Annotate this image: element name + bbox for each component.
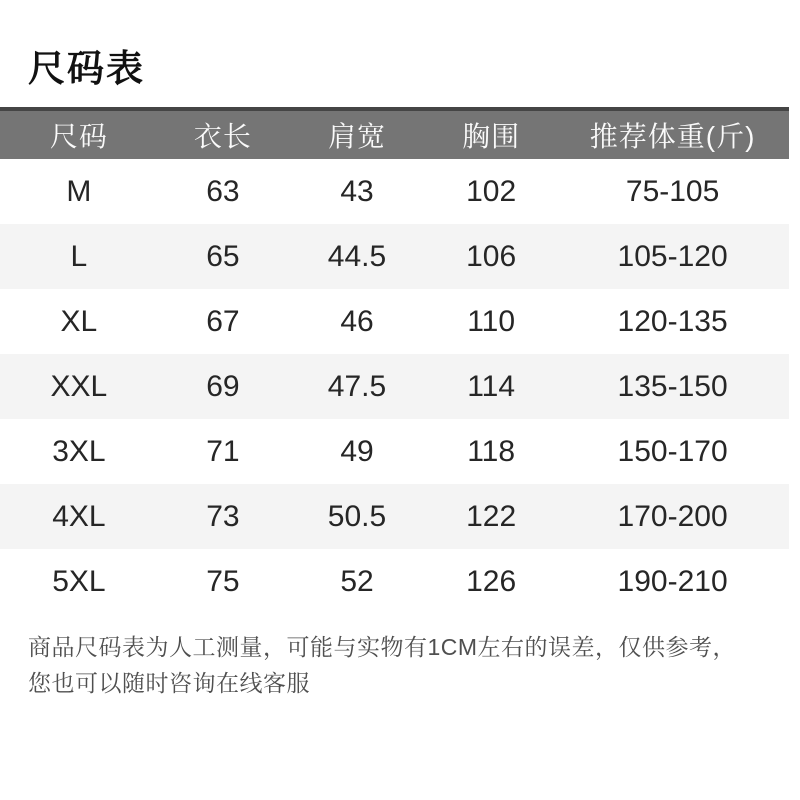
column-header-size: 尺码 [49,121,108,152]
header-row [0,109,789,159]
column-header-length: 衣长 [193,121,252,152]
cell-length: 65 [206,239,240,273]
cell-size: M [66,174,92,208]
page-title: 尺码表 [28,48,145,89]
cell-size: L [70,239,88,273]
measurement-note: 商品尺码表为人工测量，可能与实物有1CM左右的误差，仅供参考，您也可以随时咨询在线客服 [28,634,737,696]
cell-shoulder: 50.5 [327,499,387,533]
cell-chest: 114 [467,369,516,403]
cell-shoulder: 44.5 [327,239,387,273]
size-table-body [0,159,789,614]
column-header-chest: 胸围 [462,121,521,152]
table-row [0,354,789,419]
table-row [0,159,789,224]
cell-shoulder: 43 [340,174,374,208]
cell-chest: 118 [467,434,516,468]
table-row [0,484,789,549]
cell-weight: 105-120 [617,239,728,273]
cell-length: 75 [206,564,240,598]
cell-size: XL [60,304,98,338]
column-header-shoulder: 肩宽 [327,121,386,152]
table-row [0,289,789,354]
cell-chest: 110 [467,304,516,338]
size-table [0,107,789,614]
cell-length: 73 [206,499,240,533]
size-table-header [0,109,789,159]
cell-shoulder: 46 [340,304,374,338]
table-row [0,419,789,484]
cell-chest: 122 [466,499,517,533]
cell-length: 71 [206,434,240,468]
cell-length: 63 [206,174,240,208]
cell-shoulder: 49 [340,434,374,468]
cell-size: 4XL [52,499,106,533]
cell-weight: 170-200 [617,499,728,533]
cell-length: 67 [206,304,240,338]
cell-chest: 102 [466,174,517,208]
cell-shoulder: 52 [340,564,374,598]
cell-chest: 126 [466,564,517,598]
cell-chest: 106 [466,239,517,273]
cell-length: 69 [206,369,240,403]
table-row [0,224,789,289]
cell-size: 5XL [52,564,106,598]
cell-size: 3XL [52,434,106,468]
column-header-weight: 推荐体重(斤) [589,121,756,152]
cell-size: XXL [50,369,108,403]
cell-weight: 120-135 [617,304,728,338]
cell-shoulder: 47.5 [327,369,387,403]
cell-weight: 150-170 [617,434,728,468]
cell-weight: 190-210 [617,564,728,598]
cell-weight: 75-105 [625,174,720,208]
table-row [0,549,789,614]
cell-weight: 135-150 [617,369,728,403]
